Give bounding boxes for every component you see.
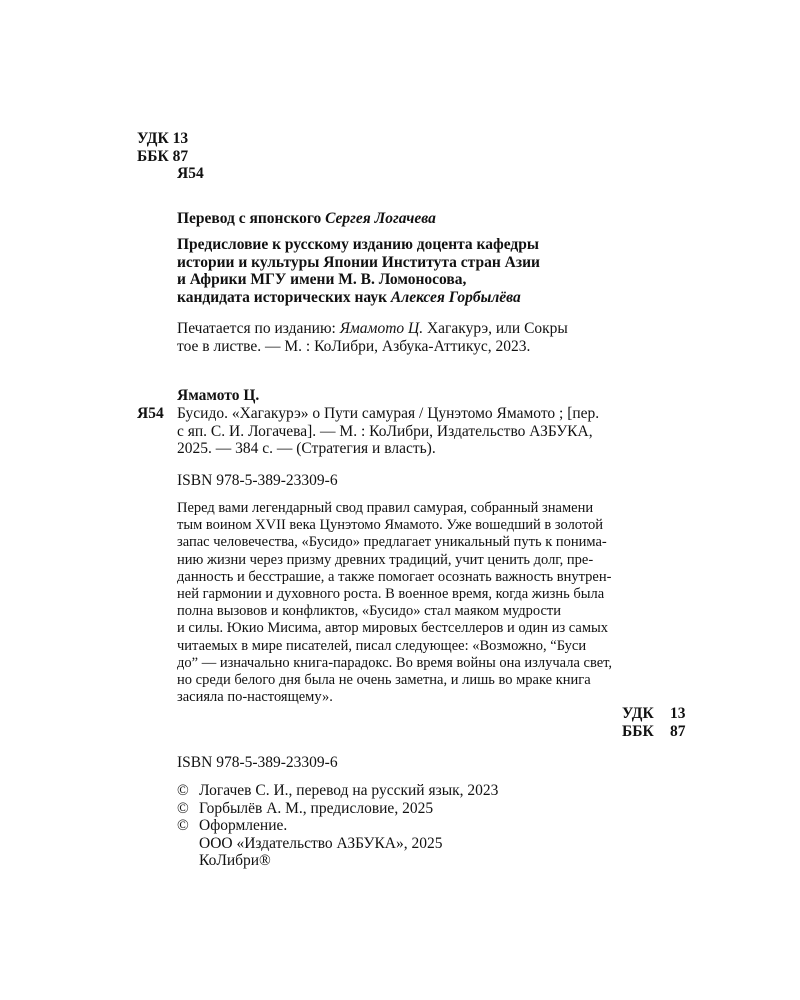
translator-credit — [177, 210, 436, 228]
bbk-value: 87 — [670, 722, 686, 740]
foreword-line: истории и культуры Японии Института стран Азии — [177, 253, 540, 271]
annotation-line: и силы. Юкио Мисима, автор мировых бестселлеров и один из самых — [177, 620, 609, 637]
copyright-symbol: © — [177, 817, 189, 834]
source-title: Хагакурэ, или Сокры — [426, 320, 568, 337]
annotation-line: полна вызовов и конфликтов, «Бусидо» стал маяком мудрости — [177, 603, 561, 620]
annotation-line: до” — изначально книга-парадокс. Во время войны она излучала свет, — [177, 654, 613, 671]
annotation-line: Перед вами легендарный свод правил самурая, собранный знамени — [177, 500, 594, 516]
translator-prefix: Перевод с японского — [177, 210, 322, 227]
bbk-label: ББК — [622, 722, 654, 740]
bibliographic-code: Я54 — [137, 405, 164, 422]
annotation — [177, 500, 612, 706]
foreword-credit — [177, 236, 540, 306]
bibliographic-author: Ямамото Ц. — [177, 387, 260, 404]
annotation-line: запас человечества, «Бусидо» предлагает уникальный путь к понима- — [177, 534, 607, 551]
foreword-author-name: Алексея Горбылёва — [390, 288, 521, 306]
annotation-line: нию жизни через призму древних традиций, учит ценить долг, пре- — [177, 551, 594, 568]
isbn-bottom: ISBN 978-5-389-23309-6 — [177, 754, 338, 771]
copyright-notices — [177, 782, 498, 870]
annotation-line: засияла по-настоящему». — [177, 689, 333, 706]
translator-name: Сергея Логачева — [325, 210, 436, 227]
source-edition — [177, 320, 568, 355]
copyright-symbol: © — [177, 782, 189, 799]
foreword-line-last — [177, 289, 540, 307]
bibliographic-line: Бусидо. «Хагакурэ» о Пути самурая / Цунэтомо Ямамото ; [пер. — [177, 405, 600, 422]
author-mark: Я54 — [177, 165, 204, 182]
copyright-line — [177, 782, 498, 800]
udk-code: УДК 13 — [137, 130, 189, 147]
copyright-text: Горбылёв А. М., предисловие, 2025 — [199, 799, 434, 817]
udk-value: 13 — [670, 705, 686, 722]
annotation-line: но среди белого дня была не очень заметна, и лишь во мраке книга — [177, 672, 591, 689]
bbk-code: ББК 87 — [137, 147, 189, 165]
annotation-line: читаемых в мире писателей, писал следующее: «Возможно, “Буси — [177, 637, 587, 654]
bibliographic-line: с яп. С. И. Логачева]. — М. : КоЛибри, Издательство АЗБУКА, — [177, 422, 593, 440]
bbk-row — [622, 723, 686, 741]
copyright-line — [177, 817, 498, 835]
foreword-line: Предисловие к русскому изданию доцента кафедры — [177, 236, 539, 253]
source-line — [177, 320, 568, 338]
annotation-line: ней гармонии и духовного роста. В военное время, когда жизнь была — [177, 586, 605, 603]
source-author: Ямамото Ц. — [339, 320, 424, 337]
foreword-degree: кандидата исторических наук — [177, 288, 388, 306]
isbn-top: ISBN 978-5-389-23309-6 — [177, 472, 338, 489]
bibliographic-line: 2025. — 384 с. — (Стратегия и власть). — [177, 440, 436, 457]
copyright-line: КоЛибри® — [199, 852, 271, 869]
source-prefix: Печатается по изданию: — [177, 320, 336, 337]
copyright-text: Оформление. — [199, 817, 288, 834]
udk-row — [622, 705, 686, 723]
copyright-line — [177, 800, 498, 818]
foreword-line: и Африки МГУ имени М. В. Ломоносова, — [177, 271, 467, 288]
copyright-text: Логачев С. И., перевод на русский язык, 2023 — [199, 782, 499, 799]
annotation-line: тым воином XVII века Цунэтомо Ямамото. Уже вошедший в золотой — [177, 517, 604, 534]
udk-label: УДК — [622, 705, 654, 722]
annotation-line: данность и бесстрашие, а также помогает осознать важность внутрен- — [177, 568, 612, 585]
bibliographic-description — [177, 405, 599, 458]
copyright-line: ООО «Издательство АЗБУКА», 2025 — [199, 834, 443, 852]
classification-codes-bottom — [622, 705, 686, 740]
copyright-symbol: © — [177, 799, 189, 817]
classification-codes-top — [137, 130, 204, 183]
source-line: тое в листве. — М. : КоЛибри, Азбука-Аттикус, 2023. — [177, 337, 531, 355]
